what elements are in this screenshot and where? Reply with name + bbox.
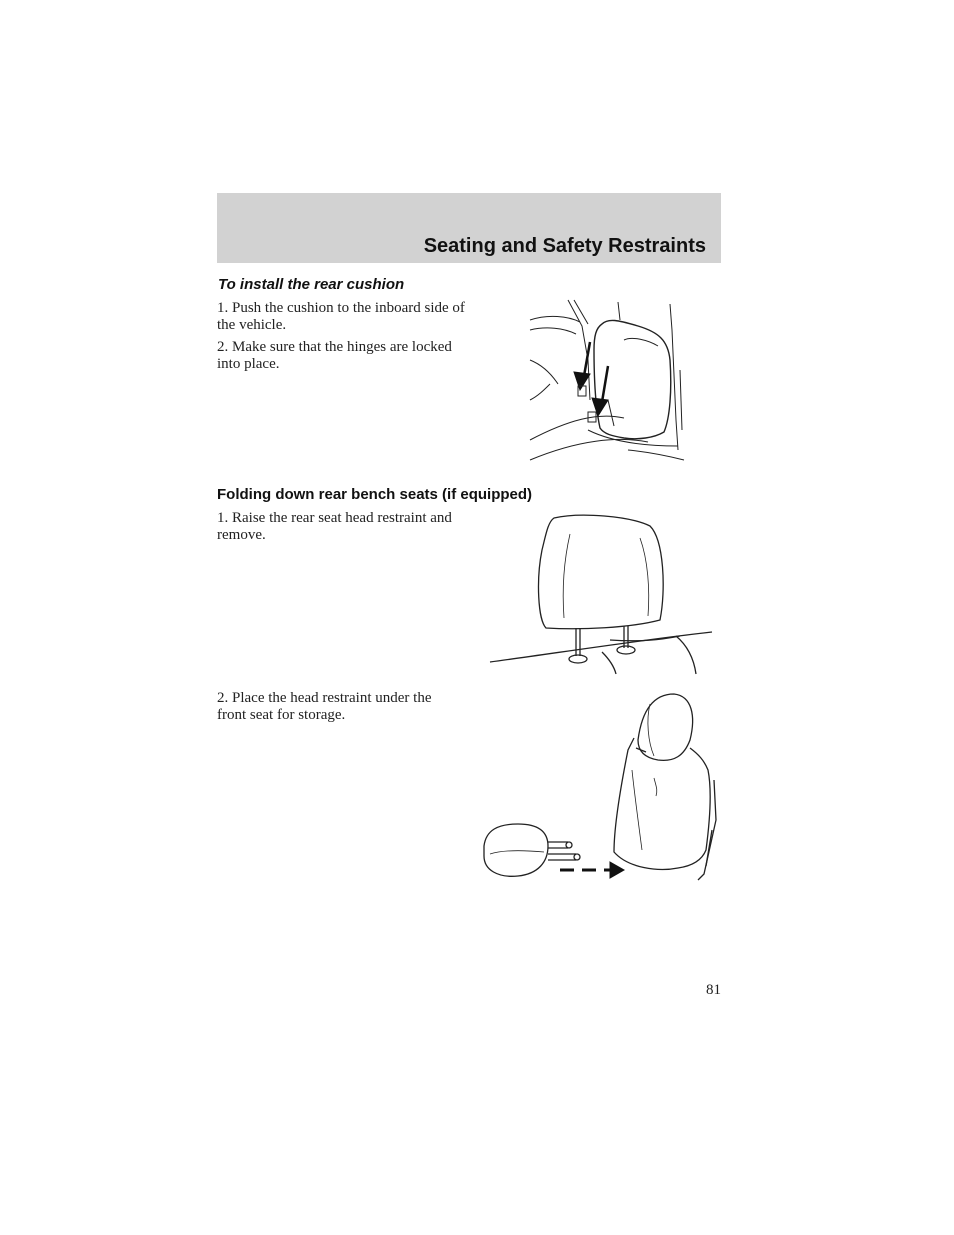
section-title: Seating and Safety Restraints [423,235,706,257]
install-cushion-heading: To install the rear cushion [218,276,405,293]
rear-cushion-hinge-illustration [528,300,688,462]
fold-step-1: 1. Raise the rear seat head restraint and remove. [217,510,452,543]
section-header-band [217,193,721,263]
install-step-1: 1. Push the cushion to the inboard side of the vehicle. [217,300,465,333]
fold-step-2: 2. Place the head restraint under the front seat for storage. [217,690,432,723]
page-number: 81 [706,982,721,998]
install-step-2: 2. Make sure that the hinges are locked into place. [217,339,452,372]
head-restraint-storage-illustration [478,690,720,882]
fold-seats-heading: Folding down rear bench seats (if equipped) [217,486,533,503]
head-restraint-removal-illustration [490,510,716,676]
